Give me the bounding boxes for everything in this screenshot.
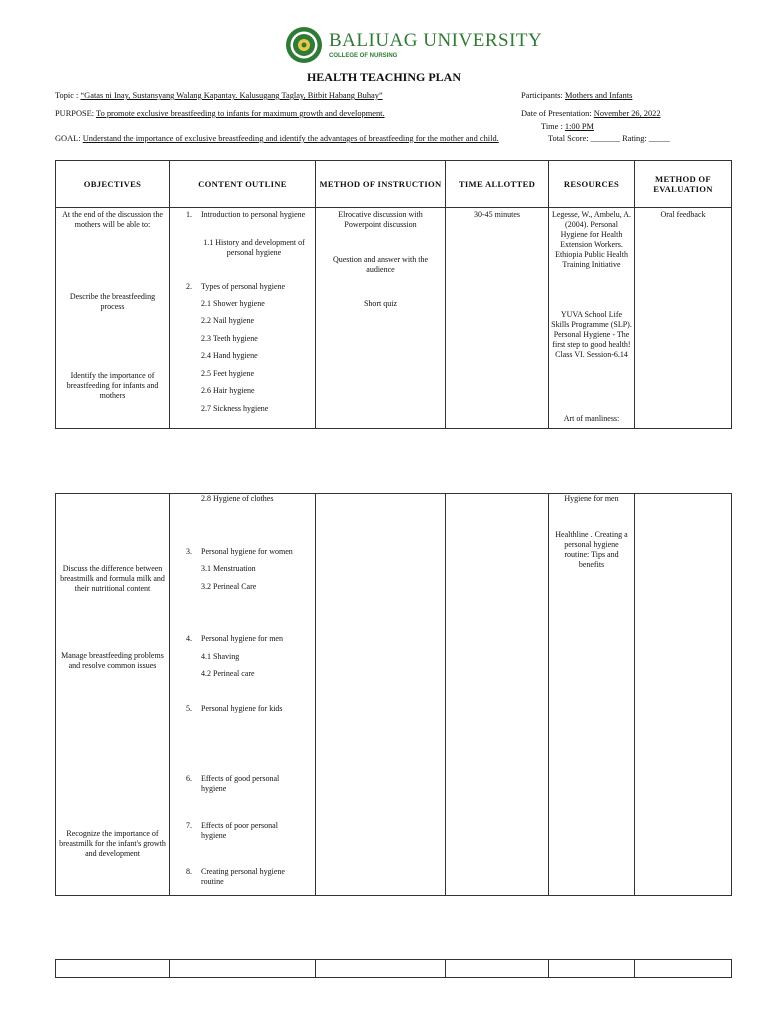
content-item-5: Personal hygiene for kids (201, 704, 283, 713)
table3-cell (446, 960, 549, 978)
content-item-7: Effects of poor personal hygiene (201, 821, 278, 840)
col-header-time: TIME ALLOTTED (446, 161, 549, 208)
method-2: Question and answer with the audience (332, 255, 429, 274)
table3-cell (549, 960, 635, 978)
table3-cell (170, 960, 316, 978)
evaluation-value: Oral feedback (660, 210, 706, 219)
time-line (541, 121, 594, 132)
content-item-1-1: 1.1 History and development of personal hygiene (203, 238, 305, 257)
content-item-6: Effects of good personal hygiene (201, 774, 280, 793)
content-sub-2-8: 2.8 Hygiene of clothes (201, 494, 274, 503)
content-item-1-number: 1. (186, 210, 192, 219)
objective-3: Discuss the difference between breastmilk and formula milk and their nutritional content (60, 564, 165, 593)
content-item-8: Creating personal hygiene routine (201, 867, 285, 886)
content-item-2-number: 2. (186, 282, 192, 291)
content-sub-2-2: 2.2 Nail hygiene (201, 316, 255, 325)
content-sub-4-2: 4.2 Perineal care (201, 669, 255, 678)
resource-3: Art of manliness: (563, 414, 620, 423)
content-item-6-number: 6. (186, 774, 192, 783)
col-header-objectives: OBJECTIVES (56, 161, 170, 208)
objective-1: Describe the breastfeeding process (69, 292, 156, 311)
participants-label: Participants: (521, 91, 565, 100)
resource-2: YUVA School Life Skills Programme (SLP). Personal Hygiene - The first step to good health! Class VI. Session-6.14 (551, 310, 632, 359)
content-item-2: Types of personal hygiene (201, 282, 286, 291)
content-cell-2 (170, 494, 316, 896)
content-sub-2-1: 2.1 Shower hygiene (201, 299, 265, 308)
date-value: November 26, 2022 (593, 109, 661, 118)
topic-line (55, 90, 383, 101)
purpose-label: PURPOSE: (55, 109, 97, 118)
goal-value: Understand the importance of exclusive breastfeeding and identify the advantages of breastfeeding for the mother and child. (82, 134, 499, 143)
resource-4: Healthline . Creating a personal hygiene routine: Tips and benefits (555, 530, 628, 569)
resource-3-cont: Hygiene for men (564, 494, 619, 503)
date-line (521, 108, 661, 119)
content-item-3-number: 3. (186, 547, 192, 556)
col-header-evaluation: METHOD OF EVALUATION (635, 161, 732, 208)
participants-value: Mothers and Infants (564, 91, 633, 100)
col-header-content: CONTENT OUTLINE (170, 161, 316, 208)
method-3: Short quiz (363, 299, 398, 308)
evaluation-cell-2 (635, 494, 732, 896)
content-sub-2-4: 2.4 Hand hygiene (201, 351, 258, 360)
score-line: Total Score: _______ Rating: _____ (548, 134, 670, 143)
method-1: Elrocative discussion with Powerpoint discussion (338, 210, 423, 229)
content-sub-2-6: 2.6 Hair hygiene (201, 386, 255, 395)
objectives-cell-2 (56, 494, 170, 896)
table3-cell (316, 960, 446, 978)
page-title: HEALTH TEACHING PLAN (306, 70, 462, 84)
university-seal-icon (285, 26, 323, 64)
college-name: COLLEGE OF NURSING (329, 53, 398, 59)
method-cell (316, 208, 446, 429)
content-sub-2-3: 2.3 Teeth hygiene (201, 334, 258, 343)
col-header-method: METHOD OF INSTRUCTION (316, 161, 446, 208)
teaching-plan-table-2 (55, 493, 732, 896)
topic-label: Topic : (55, 91, 81, 100)
resources-cell-2 (549, 494, 635, 896)
objective-intro: At the end of the discussion the mothers will be able to: (62, 210, 163, 229)
evaluation-cell (635, 208, 732, 429)
university-name: BALIUAG UNIVERSITY (329, 30, 543, 51)
goal-line (55, 133, 499, 144)
university-logo (285, 26, 543, 66)
content-sub-2-7: 2.7 Sickness hygiene (201, 404, 269, 413)
table3-cell (635, 960, 732, 978)
table3-cell (56, 960, 170, 978)
content-sub-2-5: 2.5 Feet hygiene (201, 369, 255, 378)
objective-2: Identify the importance of breastfeeding for infants and mothers (66, 371, 159, 400)
content-item-8-number: 8. (186, 867, 192, 876)
teaching-plan-table-1 (55, 160, 732, 429)
purpose-value: To promote exclusive breastfeeding to infants for maximum growth and development. (96, 109, 385, 118)
method-cell-2 (316, 494, 446, 896)
goal-label: GOAL: (55, 134, 83, 143)
participants-line (521, 90, 632, 101)
content-sub-3-2: 3.2 Perineal Care (201, 582, 257, 591)
purpose-line (55, 108, 385, 119)
time-cell-2 (446, 494, 549, 896)
objectives-cell (56, 208, 170, 429)
time-label: Time : (541, 122, 565, 131)
col-header-resources: RESOURCES (549, 161, 635, 208)
content-item-7-number: 7. (186, 821, 192, 830)
content-sub-3-1: 3.1 Menstruation (201, 564, 256, 573)
time-allotted: 30-45 minutes (474, 210, 520, 219)
teaching-plan-table-3 (55, 959, 732, 978)
content-item-4: Personal hygiene for men (201, 634, 283, 643)
content-cell (170, 208, 316, 429)
content-sub-4-1: 4.1 Shaving (201, 652, 240, 661)
objective-4: Manage breastfeeding problems and resolve common issues (61, 651, 164, 670)
objective-5: Recognize the importance of breastmilk for the infant's growth and development (59, 829, 166, 858)
content-item-5-number: 5. (186, 704, 192, 713)
content-item-4-number: 4. (186, 634, 192, 643)
time-cell (446, 208, 549, 429)
content-item-1: Introduction to personal hygiene (201, 210, 306, 219)
date-label: Date of Presentation: (521, 109, 594, 118)
time-value: 1:00 PM (564, 122, 594, 131)
topic-value: “Gatas ni Inay, Sustansyang Walang Kapantay. Kalusugang Taglay, Bitbit Habang Buhay” (80, 91, 383, 100)
resources-cell (549, 208, 635, 429)
content-item-3: Personal hygiene for women (201, 547, 293, 556)
resource-1: Legesse, W., Ambelu, A. (2004). Personal Hygiene for Health Extension Workers. Ethiopia Public Health Training Initiative (551, 210, 632, 269)
